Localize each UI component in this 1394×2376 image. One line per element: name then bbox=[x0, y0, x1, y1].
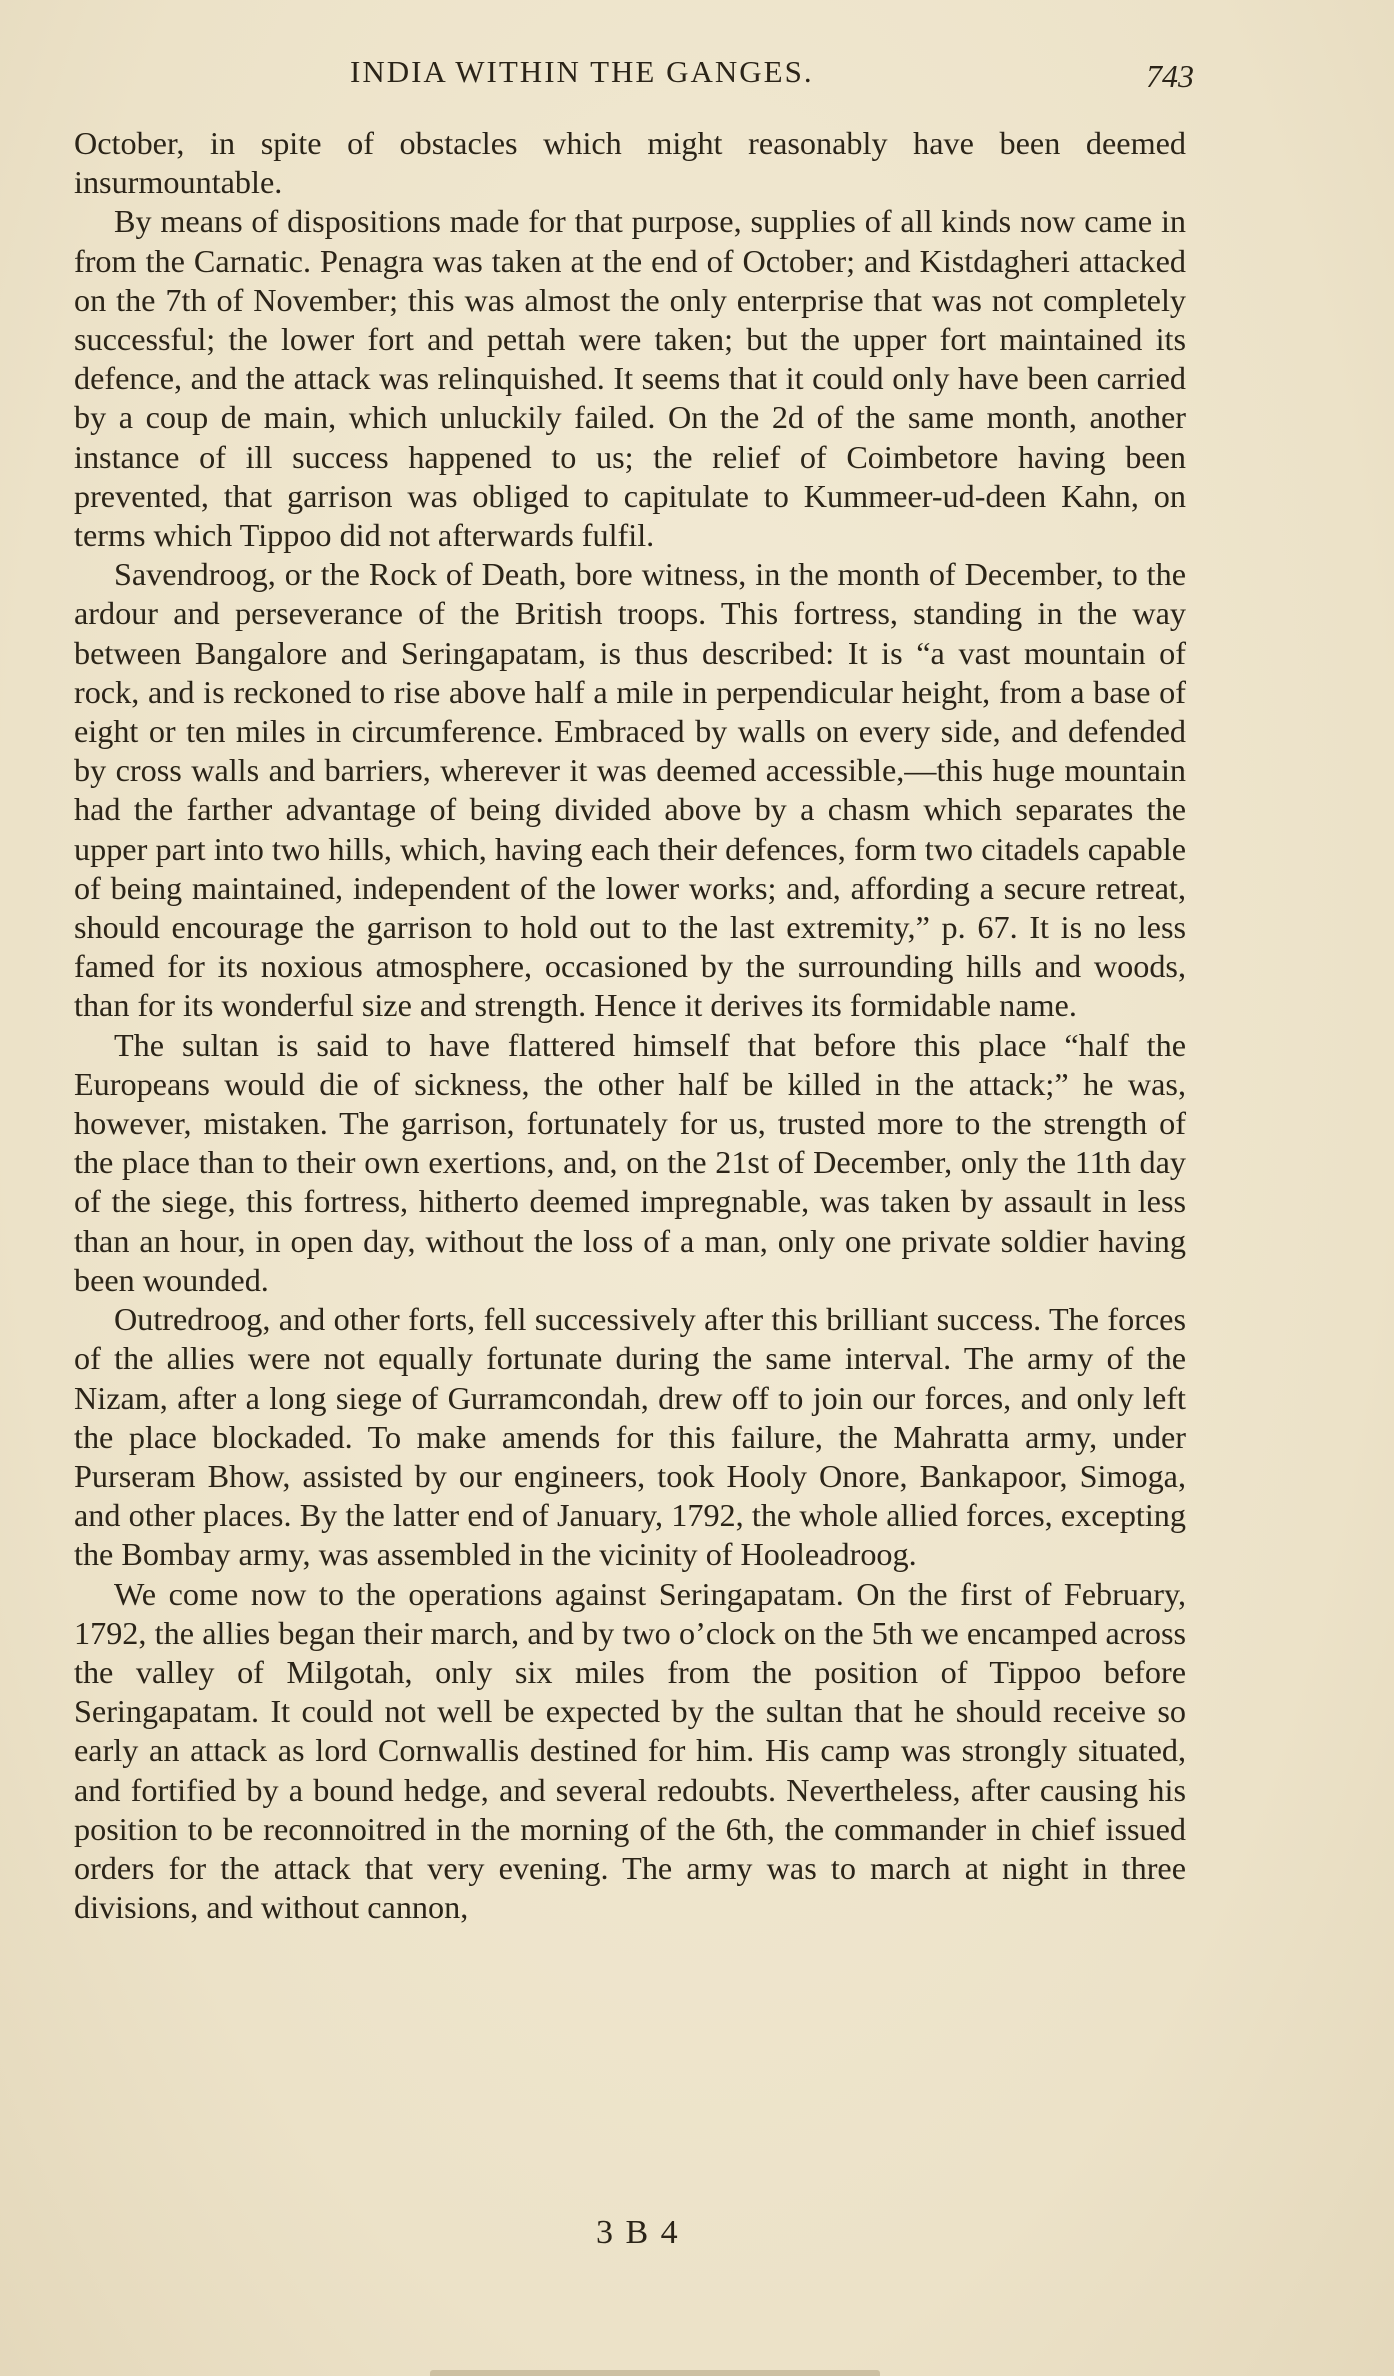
paragraph-savendroog: Savendroog, or the Rock of Death, bore witness, in the month of December, to the ardour and perseverance of the British troops. This fortress, standing in the way between Bangalore and Seringapatam, is thus described: It is “a vast mountain of rock, and is reckoned to rise above half a mile in perpendicular height, from a base of eight or ten miles in circumference. Embraced by walls on every side, and defended by cross walls and barriers, wherever it was deemed accessible,—this huge mountain had the farther advantage of being divided above by a chasm which separates the upper part into two hills, which, having each their defences, form two citadels capable of being maintained, independent of the lower works; and, affording a secure retreat, should encourage the garrison to hold out to the last extremity,” p. 67. It is no less famed for its noxious atmosphere, occasioned by the surrounding hills and woods, than for its wonderful size and strength. Hence it derives its formidable name. bbox=[74, 556, 1186, 1024]
page-number: 743 bbox=[1146, 58, 1194, 94]
running-title: INDIA WITHIN THE GANGES. bbox=[350, 54, 814, 89]
paragraph-outredroog: Outredroog, and other forts, fell successively after this brilliant success. The forces of the allies were not equally fortunate during the same interval. The army of the Nizam, after a long siege of Gurramcondah, drew off to join our forces, and only left the place blockaded. To make amends for this failure, the Mahratta army, under Purseram Bhow, assisted by our engineers, took Hooly Onore, Bankapoor, Simoga, and other places. By the latter end of January, 1792, the whole allied forces, excepting the Bombay army, was assembled in the vicinity of Hooleadroog. bbox=[74, 1301, 1186, 1573]
paragraph-supplies: By means of dispositions made for that purpose, supplies of all kinds now came in from the Carnatic. Penagra was taken at the end of October; and Kistdagheri attacked on the 7th of November; this was almost the only enterprise that was not completely successful; the lower fort and pettah were taken; but the upper fort maintained its defence, and the attack was relinquished. It seems that it could only have been carried by a coup de main, which unluckily failed. On the 2d of the same month, another instance of ill success happened to us; the relief of Coimbetore having been prevented, that garrison was obliged to capitulate to Kummeer-ud-deen Kahn, on terms which Tippoo did not afterwards fulfil. bbox=[74, 203, 1186, 554]
signature-mark: 3 B 4 bbox=[596, 2214, 680, 2251]
page-bottom-edge bbox=[430, 2370, 880, 2376]
body-text bbox=[74, 124, 1186, 1927]
paragraph-seringapatam: We come now to the operations against Seringapatam. On the first of February, 1792, the allies began their march, and by two o’clock on the 5th we encamped across the valley of Milgotah, only six miles from the position of Tippoo before Seringapatam. It could not well be expected by the sultan that he should receive so early an attack as lord Cornwallis destined for him. His camp was strongly situated, and fortified by a bound hedge, and several redoubts. Nevertheless, after causing his position to be reconnoitred in the morning of the 6th, the commander in chief issued orders for the attack that very evening. The army was to march at night in three divisions, and without cannon, bbox=[74, 1575, 1186, 1926]
running-head bbox=[70, 46, 1194, 96]
paragraph-sultan: The sultan is said to have flattered himself that before this place “half the Europeans would die of sickness, the other half be killed in the attack;” he was, however, mistaken. The garrison, fortunately for us, trusted more to the strength of the place than to their own exertions, and, on the 21st of December, only the 11th day of the siege, this fortress, hitherto deemed impregnable, was taken by assault in less than an hour, in open day, without the loss of a man, only one private soldier having been wounded. bbox=[74, 1026, 1186, 1298]
paragraph-continuation: October, in spite of obstacles which might reasonably have been deemed insurmountable. bbox=[74, 125, 1186, 201]
